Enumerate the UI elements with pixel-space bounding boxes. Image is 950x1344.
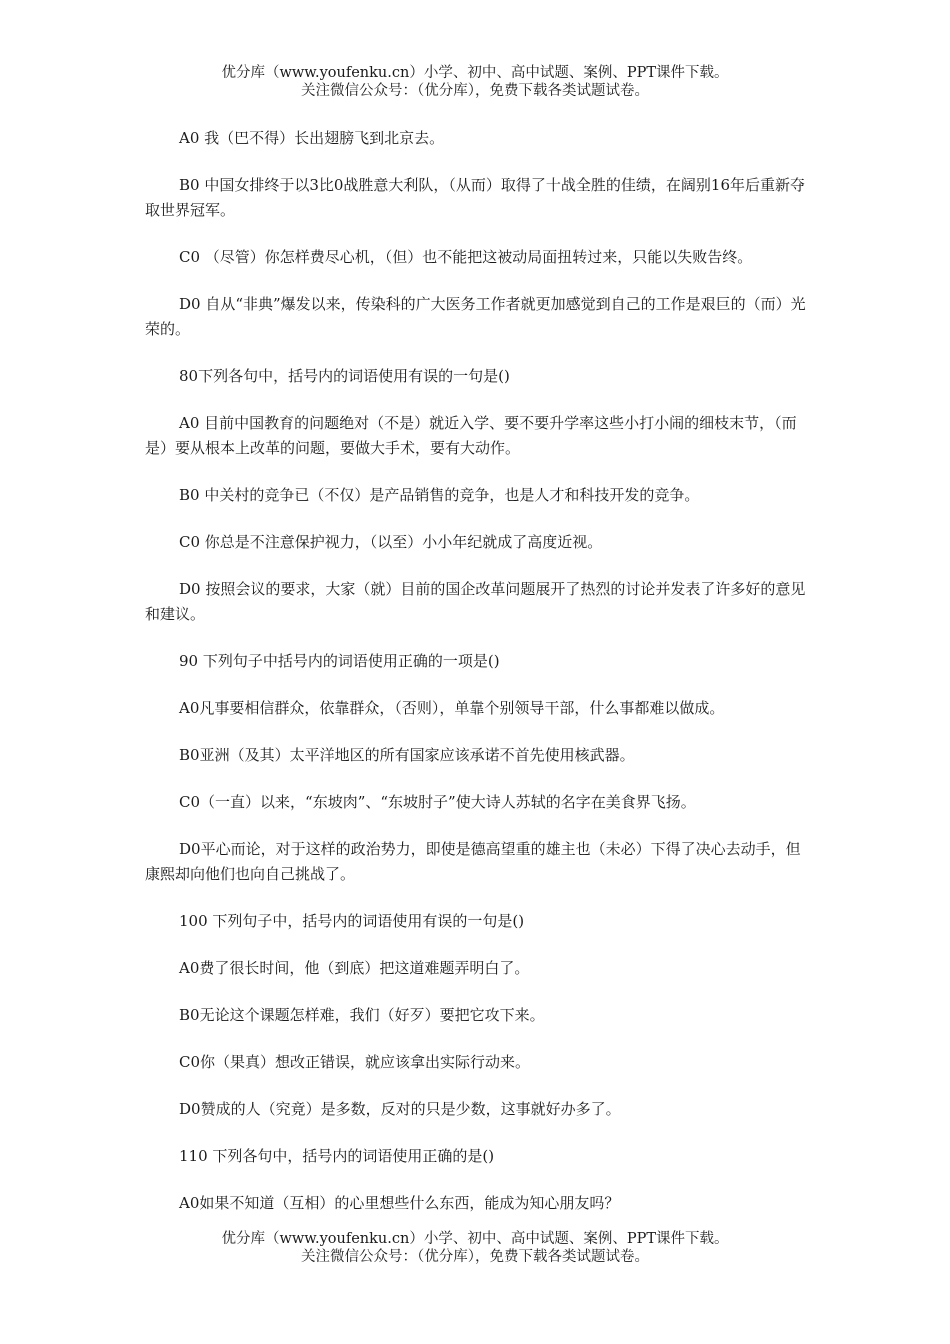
question-10: 100 下列句子中，括号内的词语使用有误的一句是() — [179, 912, 525, 930]
option-d-q7: D0 自从“非典”爆发以来，传染科的广大医务工作者就更加感觉到自己的工作是艰巨的（而）光荣的。 — [145, 295, 806, 338]
option-a-q9: A0凡事要相信群众，依靠群众，（否则），单靠个别领导干部，什么事都难以做成。 — [179, 699, 725, 717]
option-c-q10: C0你（果真）想改正错误，就应该拿出实际行动来。 — [179, 1053, 531, 1071]
option-b-q10: B0无论这个课题怎样难，我们（好歹）要把它攻下来。 — [179, 1006, 545, 1024]
option-a-q7: A0 我（巴不得）长出翅膀飞到北京去。 — [179, 129, 445, 147]
option-c-q7: C0 （尽管）你怎样费尽心机，（但）也不能把这被动局面扭转过来，只能以失败告终。 — [179, 248, 753, 266]
option-d-q8: D0 按照会议的要求，大家（就）目前的国企改革问题展开了热烈的讨论并发表了许多好的意见和建议。 — [145, 580, 806, 623]
header-line-1: 优分库（www.youfenku.cn）小学、初中、高中试题、案例、PPT课件下载。 — [221, 65, 729, 81]
option-a-q11: A0如果不知道（互相）的心里想些什么东西，能成为知心朋友吗？ — [179, 1194, 620, 1212]
document-body — [145, 126, 815, 1238]
page-header — [0, 64, 950, 100]
option-a-q8: A0 目前中国教育的问题绝对（不是）就近入学、要不要升学率这些小打小闹的细枝末节，（而是）要从根本上改革的问题，要做大手术，要有大动作。 — [145, 414, 797, 457]
footer-line-2: 关注微信公众号：（优分库），免费下载各类试题试卷。 — [301, 1249, 649, 1265]
question-8: 80下列各句中，括号内的词语使用有误的一句是() — [179, 367, 510, 385]
option-c-q9: C0（一直）以来，“东坡肉”、“东坡肘子”使大诗人苏轼的名字在美食界飞扬。 — [179, 793, 696, 811]
footer-line-1: 优分库（www.youfenku.cn）小学、初中、高中试题、案例、PPT课件下载。 — [221, 1231, 729, 1247]
option-b-q9: B0亚洲（及其）太平洋地区的所有国家应该承诺不首先使用核武器。 — [179, 746, 635, 764]
option-b-q7: B0 中国女排终于以3比0战胜意大利队，（从而）取得了十战全胜的佳绩，在阔别16年后重新夺取世界冠军。 — [145, 176, 806, 219]
page-footer — [0, 1230, 950, 1266]
option-b-q8: B0 中关村的竞争已（不仅）是产品销售的竞争，也是人才和科技开发的竞争。 — [179, 486, 700, 504]
option-d-q10: D0赞成的人（究竟）是多数，反对的只是少数，这事就好办多了。 — [179, 1100, 621, 1118]
question-11: 110 下列各句中，括号内的词语使用正确的是() — [179, 1147, 495, 1165]
header-line-2: 关注微信公众号：（优分库），免费下载各类试题试卷。 — [301, 83, 649, 99]
option-d-q9: D0平心而论，对于这样的政治势力，即使是德高望重的雄主也（未必）下得了决心去动手，但康熙却向他们也向自己挑战了。 — [145, 840, 801, 883]
option-a-q10: A0费了很长时间，他（到底）把这道难题弄明白了。 — [179, 959, 530, 977]
option-c-q8: C0 你总是不注意保护视力，（以至）小小年纪就成了高度近视。 — [179, 533, 603, 551]
question-9: 90 下列句子中括号内的词语使用正确的一项是() — [179, 652, 500, 670]
